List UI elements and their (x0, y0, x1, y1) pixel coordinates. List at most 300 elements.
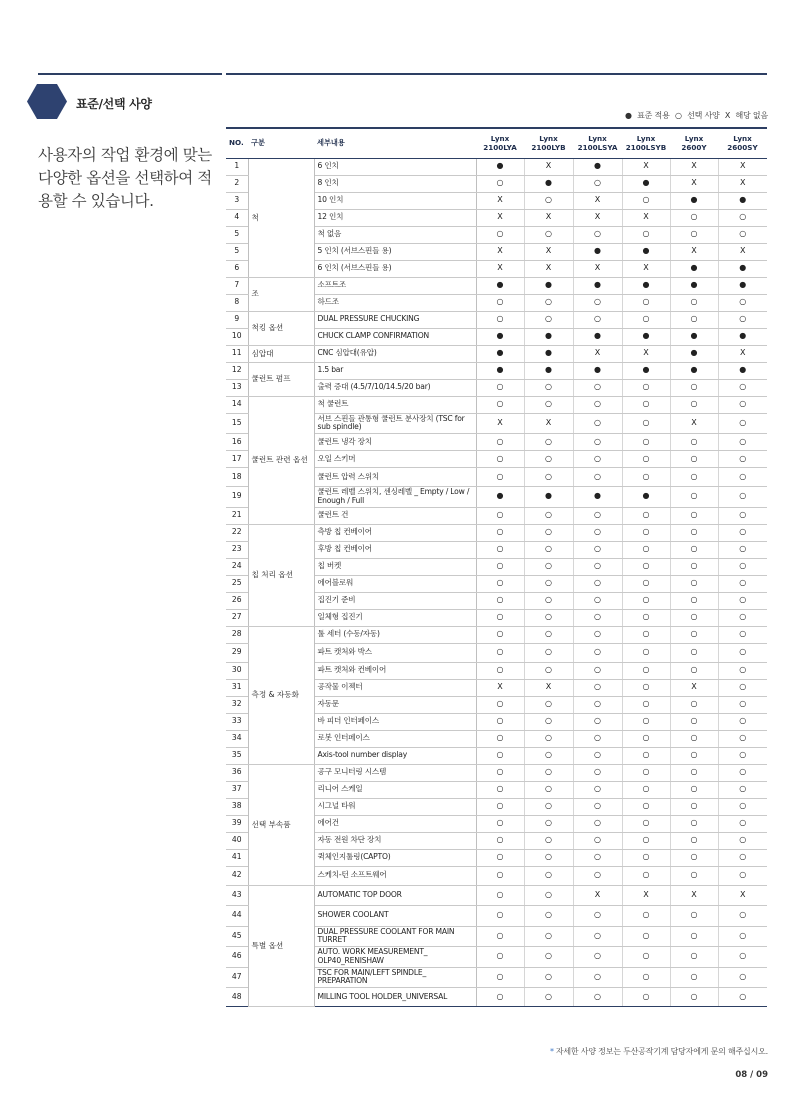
row-detail: 칩 버켓 (314, 558, 476, 575)
table-row (226, 345, 767, 362)
row-detail: 스케치-턴 소프트웨어 (314, 866, 476, 885)
availability-mark: ● (524, 277, 573, 294)
availability-mark: X (573, 209, 622, 226)
availability-mark: ○ (573, 679, 622, 696)
availability-mark: ● (622, 277, 670, 294)
header-no: NO. (226, 128, 248, 158)
availability-mark: ○ (718, 662, 767, 679)
availability-mark: ○ (524, 396, 573, 413)
availability-mark: ○ (670, 988, 718, 1007)
availability-mark: X (718, 158, 767, 175)
availability-mark: ○ (573, 832, 622, 849)
intro-text: 사용자의 작업 환경에 맞는 다양한 옵션을 선택하여 적용할 수 있습니다. (38, 146, 212, 210)
availability-mark: ○ (476, 832, 524, 849)
availability-mark: ○ (622, 947, 670, 968)
availability-mark: ○ (622, 906, 670, 927)
row-number: 11 (226, 345, 248, 362)
availability-mark: ○ (670, 524, 718, 541)
availability-mark: ○ (622, 311, 670, 328)
page-number: 08 / 09 (735, 1070, 768, 1080)
availability-mark: ○ (476, 747, 524, 764)
availability-mark: X (622, 158, 670, 175)
availability-mark: ○ (524, 906, 573, 927)
availability-mark: ○ (718, 541, 767, 558)
table-row (226, 311, 767, 328)
availability-mark: ○ (476, 226, 524, 243)
availability-mark: ○ (670, 696, 718, 713)
availability-mark: ○ (573, 609, 622, 626)
availability-mark: ● (524, 175, 573, 192)
availability-mark: ● (670, 192, 718, 209)
availability-mark: ○ (573, 311, 622, 328)
availability-mark: ● (718, 260, 767, 277)
row-number: 26 (226, 592, 248, 609)
table-row (226, 362, 767, 379)
availability-mark: ○ (524, 192, 573, 209)
table-row (226, 396, 767, 413)
row-detail: 에어블로워 (314, 575, 476, 592)
header-model: Lynx 2100LYB (524, 128, 573, 158)
optional-symbol: ○ (674, 111, 682, 120)
availability-mark: ○ (622, 849, 670, 866)
availability-mark: ● (670, 345, 718, 362)
availability-mark: ○ (670, 575, 718, 592)
spec-table (226, 127, 767, 1007)
availability-mark: ○ (670, 662, 718, 679)
row-number: 2 (226, 175, 248, 192)
availability-mark: ○ (670, 451, 718, 468)
availability-mark: X (718, 243, 767, 260)
availability-mark: ○ (622, 815, 670, 832)
availability-mark: ○ (670, 541, 718, 558)
availability-mark: ○ (622, 866, 670, 885)
row-detail: 쿨런트 압력 스위치 (314, 468, 476, 487)
row-detail: 후방 칩 컨베이어 (314, 541, 476, 558)
row-detail: MILLING TOOL HOLDER_UNIVERSAL (314, 988, 476, 1007)
availability-mark: X (524, 158, 573, 175)
availability-mark: ○ (718, 679, 767, 696)
legend (622, 110, 768, 121)
availability-mark: ○ (670, 926, 718, 947)
table-row (226, 277, 767, 294)
availability-mark: ○ (524, 832, 573, 849)
availability-mark: ● (573, 487, 622, 508)
availability-mark: ○ (622, 781, 670, 798)
row-detail: 리니어 스케일 (314, 781, 476, 798)
row-number: 40 (226, 832, 248, 849)
row-number: 14 (226, 396, 248, 413)
availability-mark: ○ (524, 575, 573, 592)
availability-mark: ○ (476, 947, 524, 968)
availability-mark: ● (573, 362, 622, 379)
row-detail: 6 인치 (314, 158, 476, 175)
availability-mark: ○ (573, 451, 622, 468)
availability-mark: ○ (670, 798, 718, 815)
row-category: 척 (248, 158, 314, 277)
availability-mark: ○ (622, 524, 670, 541)
availability-mark: ○ (622, 696, 670, 713)
availability-mark: ○ (718, 926, 767, 947)
availability-mark: ○ (622, 434, 670, 451)
availability-mark: ● (670, 328, 718, 345)
availability-mark: ○ (476, 696, 524, 713)
availability-mark: ○ (573, 626, 622, 643)
availability-mark: ○ (524, 311, 573, 328)
availability-mark: ● (622, 328, 670, 345)
availability-mark: ○ (622, 643, 670, 662)
header-category: 구분 (248, 128, 314, 158)
row-number: 34 (226, 730, 248, 747)
availability-mark: ○ (476, 730, 524, 747)
availability-mark: ○ (670, 294, 718, 311)
availability-mark: X (670, 158, 718, 175)
availability-mark: ○ (573, 226, 622, 243)
availability-mark: ○ (524, 815, 573, 832)
availability-mark: ● (524, 328, 573, 345)
availability-mark: ○ (622, 468, 670, 487)
row-number: 28 (226, 626, 248, 643)
availability-mark: ○ (670, 311, 718, 328)
row-number: 15 (226, 413, 248, 434)
availability-mark: ○ (476, 988, 524, 1007)
availability-mark: ○ (718, 849, 767, 866)
availability-mark: ○ (670, 609, 718, 626)
availability-mark: X (476, 192, 524, 209)
availability-mark: ○ (622, 294, 670, 311)
row-number: 36 (226, 764, 248, 781)
availability-mark: ○ (573, 413, 622, 434)
availability-mark: X (476, 679, 524, 696)
availability-mark: ● (476, 345, 524, 362)
availability-mark: ○ (622, 747, 670, 764)
row-number: 7 (226, 277, 248, 294)
availability-mark: ○ (718, 294, 767, 311)
availability-mark: X (622, 345, 670, 362)
availability-mark: ○ (718, 764, 767, 781)
availability-mark: ○ (573, 988, 622, 1007)
availability-mark: ○ (670, 967, 718, 988)
availability-mark: ○ (524, 468, 573, 487)
row-category: 심압대 (248, 345, 314, 362)
availability-mark: ○ (622, 679, 670, 696)
availability-mark: ○ (476, 294, 524, 311)
availability-mark: ○ (524, 747, 573, 764)
availability-mark: X (573, 192, 622, 209)
availability-mark: ○ (573, 967, 622, 988)
availability-mark: X (670, 243, 718, 260)
row-detail: 척 쿨런트 (314, 396, 476, 413)
footnote: * 자세한 사양 정보는 두산공작기계 담당자에게 문의 해주십시오. (550, 1047, 768, 1056)
row-number: 38 (226, 798, 248, 815)
availability-mark: ○ (622, 379, 670, 396)
row-detail: 6 인치 (서브스핀들 용) (314, 260, 476, 277)
availability-mark: ○ (476, 592, 524, 609)
availability-mark: ○ (622, 609, 670, 626)
availability-mark: ○ (622, 832, 670, 849)
row-detail: 일체형 집진기 (314, 609, 476, 626)
availability-mark: ○ (573, 764, 622, 781)
availability-mark: ○ (670, 764, 718, 781)
availability-mark: ○ (622, 507, 670, 524)
availability-mark: ○ (524, 434, 573, 451)
row-detail: 10 인치 (314, 192, 476, 209)
row-category: 조 (248, 277, 314, 311)
availability-mark: ○ (573, 294, 622, 311)
asterisk: * (550, 1047, 554, 1056)
availability-mark: ○ (476, 541, 524, 558)
availability-mark: ○ (718, 487, 767, 508)
row-category: 측정 & 자동화 (248, 626, 314, 764)
availability-mark: ● (718, 328, 767, 345)
row-category: 칩 처리 옵션 (248, 524, 314, 626)
availability-mark: ○ (573, 507, 622, 524)
availability-mark: ● (524, 345, 573, 362)
availability-mark: ○ (622, 730, 670, 747)
availability-mark: ○ (573, 524, 622, 541)
availability-mark: ○ (573, 849, 622, 866)
row-number: 41 (226, 849, 248, 866)
row-number: 8 (226, 294, 248, 311)
row-number: 32 (226, 696, 248, 713)
availability-mark: ○ (573, 379, 622, 396)
row-number: 29 (226, 643, 248, 662)
availability-mark: ○ (670, 379, 718, 396)
availability-mark: X (670, 679, 718, 696)
availability-mark: ○ (524, 662, 573, 679)
row-detail: 하드조 (314, 294, 476, 311)
availability-mark: ○ (476, 643, 524, 662)
row-detail: 소프트조 (314, 277, 476, 294)
availability-mark: ○ (670, 468, 718, 487)
availability-mark: ○ (622, 798, 670, 815)
standard-label: 표준 적용 (637, 111, 670, 120)
availability-mark: ○ (718, 311, 767, 328)
row-detail: AUTOMATIC TOP DOOR (314, 885, 476, 906)
availability-mark: ● (476, 362, 524, 379)
availability-mark: X (476, 209, 524, 226)
row-number: 25 (226, 575, 248, 592)
availability-mark: ○ (670, 507, 718, 524)
row-detail: 쿨런트 건 (314, 507, 476, 524)
availability-mark: ○ (524, 643, 573, 662)
availability-mark: ○ (670, 396, 718, 413)
availability-mark: ○ (524, 764, 573, 781)
availability-mark: ○ (476, 451, 524, 468)
availability-mark: ● (476, 158, 524, 175)
availability-mark: X (670, 413, 718, 434)
header-detail: 세부내용 (314, 128, 476, 158)
availability-mark: ○ (718, 947, 767, 968)
row-number: 35 (226, 747, 248, 764)
na-label: 해당 없음 (735, 111, 768, 120)
availability-mark: X (718, 175, 767, 192)
row-category: 척킹 옵션 (248, 311, 314, 345)
availability-mark: X (476, 413, 524, 434)
row-number: 10 (226, 328, 248, 345)
row-detail: DUAL PRESSURE CHUCKING (314, 311, 476, 328)
availability-mark: ● (573, 158, 622, 175)
availability-mark: ○ (476, 558, 524, 575)
availability-mark: X (718, 345, 767, 362)
row-detail: 파트 캣처와 컨베이어 (314, 662, 476, 679)
availability-mark: ○ (718, 988, 767, 1007)
availability-mark: ○ (718, 747, 767, 764)
table-row (226, 764, 767, 781)
row-number: 3 (226, 192, 248, 209)
spec-table-body (226, 158, 767, 1007)
row-detail: 쿨런트 레벨 스위치, 센싱레벨 _ Empty / Low / Enough / Full (314, 487, 476, 508)
availability-mark: ○ (476, 662, 524, 679)
availability-mark: ● (573, 243, 622, 260)
row-number: 21 (226, 507, 248, 524)
availability-mark: ○ (524, 926, 573, 947)
hexagon-icon (27, 84, 67, 119)
availability-mark: ○ (476, 815, 524, 832)
availability-mark: X (573, 260, 622, 277)
availability-mark: ○ (670, 558, 718, 575)
header-rule-left (38, 73, 222, 75)
availability-mark: ○ (718, 781, 767, 798)
availability-mark: ● (670, 260, 718, 277)
row-detail: 쿨런트 냉각 장치 (314, 434, 476, 451)
availability-mark: ● (718, 192, 767, 209)
header-model: Lynx 2100LSYA (573, 128, 622, 158)
availability-mark: ○ (622, 713, 670, 730)
row-detail: DUAL PRESSURE COOLANT FOR MAIN TURRET (314, 926, 476, 947)
row-number: 45 (226, 926, 248, 947)
row-detail: 집진기 준비 (314, 592, 476, 609)
availability-mark: ○ (573, 643, 622, 662)
availability-mark: ○ (573, 592, 622, 609)
availability-mark: ○ (718, 558, 767, 575)
availability-mark: ● (622, 175, 670, 192)
availability-mark: ● (573, 277, 622, 294)
availability-mark: ○ (718, 379, 767, 396)
availability-mark: ● (476, 328, 524, 345)
availability-mark: ○ (573, 662, 622, 679)
availability-mark: ○ (718, 798, 767, 815)
availability-mark: ○ (573, 730, 622, 747)
row-detail: SHOWER COOLANT (314, 906, 476, 927)
availability-mark: ○ (573, 926, 622, 947)
availability-mark: ○ (718, 592, 767, 609)
availability-mark: ○ (622, 626, 670, 643)
table-row (226, 158, 767, 175)
availability-mark: ○ (524, 507, 573, 524)
row-detail: 척 없음 (314, 226, 476, 243)
availability-mark: ○ (524, 524, 573, 541)
availability-mark: ○ (476, 926, 524, 947)
availability-mark: ○ (622, 988, 670, 1007)
row-number: 48 (226, 988, 248, 1007)
availability-mark: ○ (573, 696, 622, 713)
availability-mark: ○ (524, 558, 573, 575)
optional-label: 선택 사양 (687, 111, 720, 120)
row-detail: 12 인치 (314, 209, 476, 226)
availability-mark: X (524, 679, 573, 696)
availability-mark: X (476, 243, 524, 260)
availability-mark: ● (718, 362, 767, 379)
availability-mark: ○ (476, 468, 524, 487)
availability-mark: ○ (476, 967, 524, 988)
availability-mark: ○ (476, 379, 524, 396)
availability-mark: ○ (670, 815, 718, 832)
availability-mark: ○ (524, 626, 573, 643)
availability-mark: ○ (622, 413, 670, 434)
row-detail: 공작물 이젝터 (314, 679, 476, 696)
availability-mark: ○ (670, 209, 718, 226)
availability-mark: X (670, 885, 718, 906)
availability-mark: X (670, 175, 718, 192)
row-detail: 자동 전원 차단 장치 (314, 832, 476, 849)
availability-mark: ○ (718, 643, 767, 662)
availability-mark: ○ (524, 592, 573, 609)
availability-mark: ○ (718, 507, 767, 524)
row-number: 24 (226, 558, 248, 575)
availability-mark: ● (573, 328, 622, 345)
row-number: 33 (226, 713, 248, 730)
availability-mark: ○ (573, 781, 622, 798)
row-number: 6 (226, 260, 248, 277)
availability-mark: ○ (573, 468, 622, 487)
availability-mark: ○ (524, 866, 573, 885)
row-detail: 측방 칩 컨베이어 (314, 524, 476, 541)
section-title: 표준/선택 사양 (76, 97, 152, 111)
availability-mark: ○ (476, 396, 524, 413)
availability-mark: X (524, 243, 573, 260)
row-detail: 퀵체인지툴링(CAPTO) (314, 849, 476, 866)
availability-mark: ○ (718, 815, 767, 832)
availability-mark: ○ (476, 798, 524, 815)
availability-mark: ○ (670, 730, 718, 747)
row-detail: 툴 세터 (수동/자동) (314, 626, 476, 643)
availability-mark: ○ (524, 713, 573, 730)
availability-mark: ○ (670, 849, 718, 866)
availability-mark: ○ (476, 906, 524, 927)
availability-mark: ○ (718, 468, 767, 487)
availability-mark: ● (524, 487, 573, 508)
row-number: 37 (226, 781, 248, 798)
availability-mark: ○ (622, 192, 670, 209)
availability-mark: ○ (670, 866, 718, 885)
availability-mark: ○ (524, 849, 573, 866)
header-model: Lynx 2600SY (718, 128, 767, 158)
availability-mark: X (622, 209, 670, 226)
availability-mark: ○ (718, 451, 767, 468)
row-detail: 로봇 인터페이스 (314, 730, 476, 747)
table-row (226, 885, 767, 906)
row-number: 47 (226, 967, 248, 988)
availability-mark: ○ (622, 662, 670, 679)
availability-mark: ○ (573, 396, 622, 413)
row-number: 23 (226, 541, 248, 558)
table-header-row (226, 128, 767, 158)
row-detail: CHUCK CLAMP CONFIRMATION (314, 328, 476, 345)
row-detail: 오일 스키머 (314, 451, 476, 468)
availability-mark: ○ (670, 643, 718, 662)
availability-mark: ○ (573, 434, 622, 451)
row-detail: 자동문 (314, 696, 476, 713)
availability-mark: ○ (622, 558, 670, 575)
availability-mark: ○ (524, 730, 573, 747)
availability-mark: ○ (622, 575, 670, 592)
availability-mark: ○ (670, 713, 718, 730)
availability-mark: ○ (524, 696, 573, 713)
availability-mark: ○ (524, 379, 573, 396)
availability-mark: X (573, 885, 622, 906)
availability-mark: ● (622, 243, 670, 260)
row-detail: 파트 캣처와 박스 (314, 643, 476, 662)
